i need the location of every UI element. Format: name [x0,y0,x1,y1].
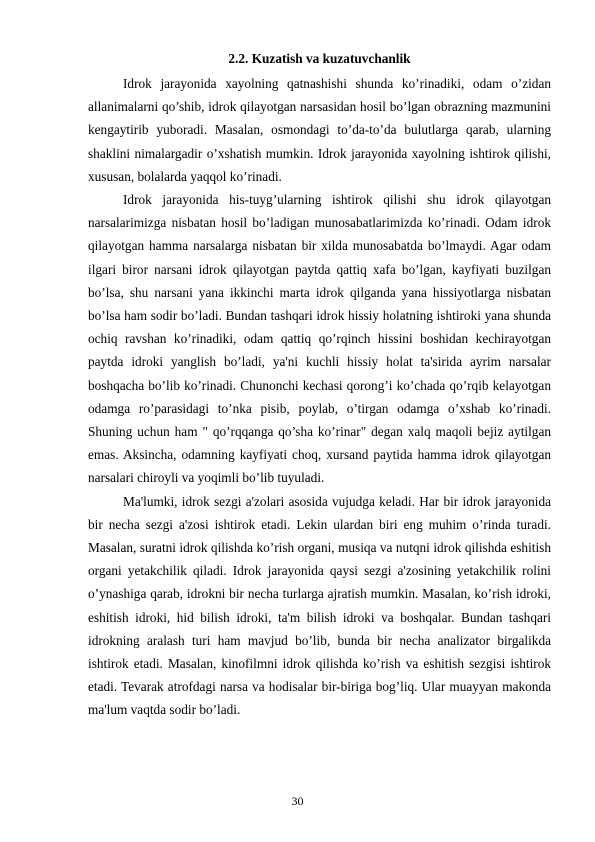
paragraph-emotions: Idrok jarayonida his-tuyg’ularning ishtirok qilishi shu idrok qilayotgan narsalarimizga nisbatan hosil bo’ladigan munosabatlarimizda ko’rinadi. Odam idrok qilayotgan hamma narsalarga nisbatan bir xilda munosabatda bo’lmaydi. Agar odam ilgari biror narsani idrok qilayotgan paytda qattiq xafa bo’lgan, kayfiyati buzilgan bo’lsa, shu narsani yana ikkinchi marta idrok qilganda yana hissiyotlarga nisbatan bo’lsa ham sodir bo’ladi. Bundan tashqari idrok hissiy holatning ishtiroki yana shunda ochiq ravshan ko’rinadiki, odam qattiq qo’rqinch hissini boshidan kechirayotgan paytda idroki yanglish bo’ladi, ya'ni kuchli hissiy holat ta'sirida ayrim narsalar boshqacha bo’lib ko’rinadi. Chunonchi kechasi qorong’i ko’chada qo’rqib kelayotgan odamga ro’parasidagi to’nka pisib, poylab, o’tirgan odamga o’xshab ko’rinadi. Shuning uchun ham " qo’rqqanga qo’sha ko’rinar" degan xalq maqoli bejiz aytilgan emas. Aksincha, odamning kayfiyati choq, xursand paytida hamma idrok qilayotgan narsalari chiroyli va yoqimli bo’lib tuyuladi. [88,192,551,486]
section-heading: 2.2. Kuzatish va kuzatuvchanlik [228,51,411,66]
document-page [88,50,551,722]
paragraph-imagination: Idrok jarayonida xayolning qatnashishi shunda ko’rinadiki, odam o’zidan allanimalarni qo’shib, idrok qilayotgan narsasidan hosil bo’lgan obrazning mazmunini kengaytirib yuboradi. Masalan, osmondagi to’da-to’da bulutlarga qarab, ularning shaklini nimalargadir o’xshatish mumkin. Idrok jarayonida xayolning ishtirok qilishi, xususan, bolalarda yaqqol ko’rinadi. [88,76,551,184]
page-number: 30 [291,794,304,808]
paragraph-sense-organs: Ma'lumki, idrok sezgi a'zolari asosida vujudga keladi. Har bir idrok jarayonida bir necha sezgi a'zosi ishtirok etadi. Lekin ulardan biri eng muhim o’rinda turadi. Masalan, suratni idrok qilishda ko’rish organi, musiqa va nutqni idrok qilishda eshitish organi yetakchilik qiladi. Idrok jarayonida qaysi sezgi a'zosining yetakchilik rolini o’ynashiga qarab, idrokni bir necha turlarga ajratish mumkin. Masalan, ko’rish idroki, eshitish idroki, hid bilish idroki, ta'm bilish idroki va boshqalar. Bundan tashqari idrokning aralash turi ham mavjud bo’lib, bunda bir necha analizator birgalikda ishtirok etadi. Masalan, kinofilmni idrok qilishda ko’rish va eshitish sezgisi ishtirok etadi. Tevarak atrofdagi narsa va hodisalar bir-biriga bog’liq. Ular muayyan makonda ma'lum vaqtda sodir bo’ladi. [88,493,551,718]
